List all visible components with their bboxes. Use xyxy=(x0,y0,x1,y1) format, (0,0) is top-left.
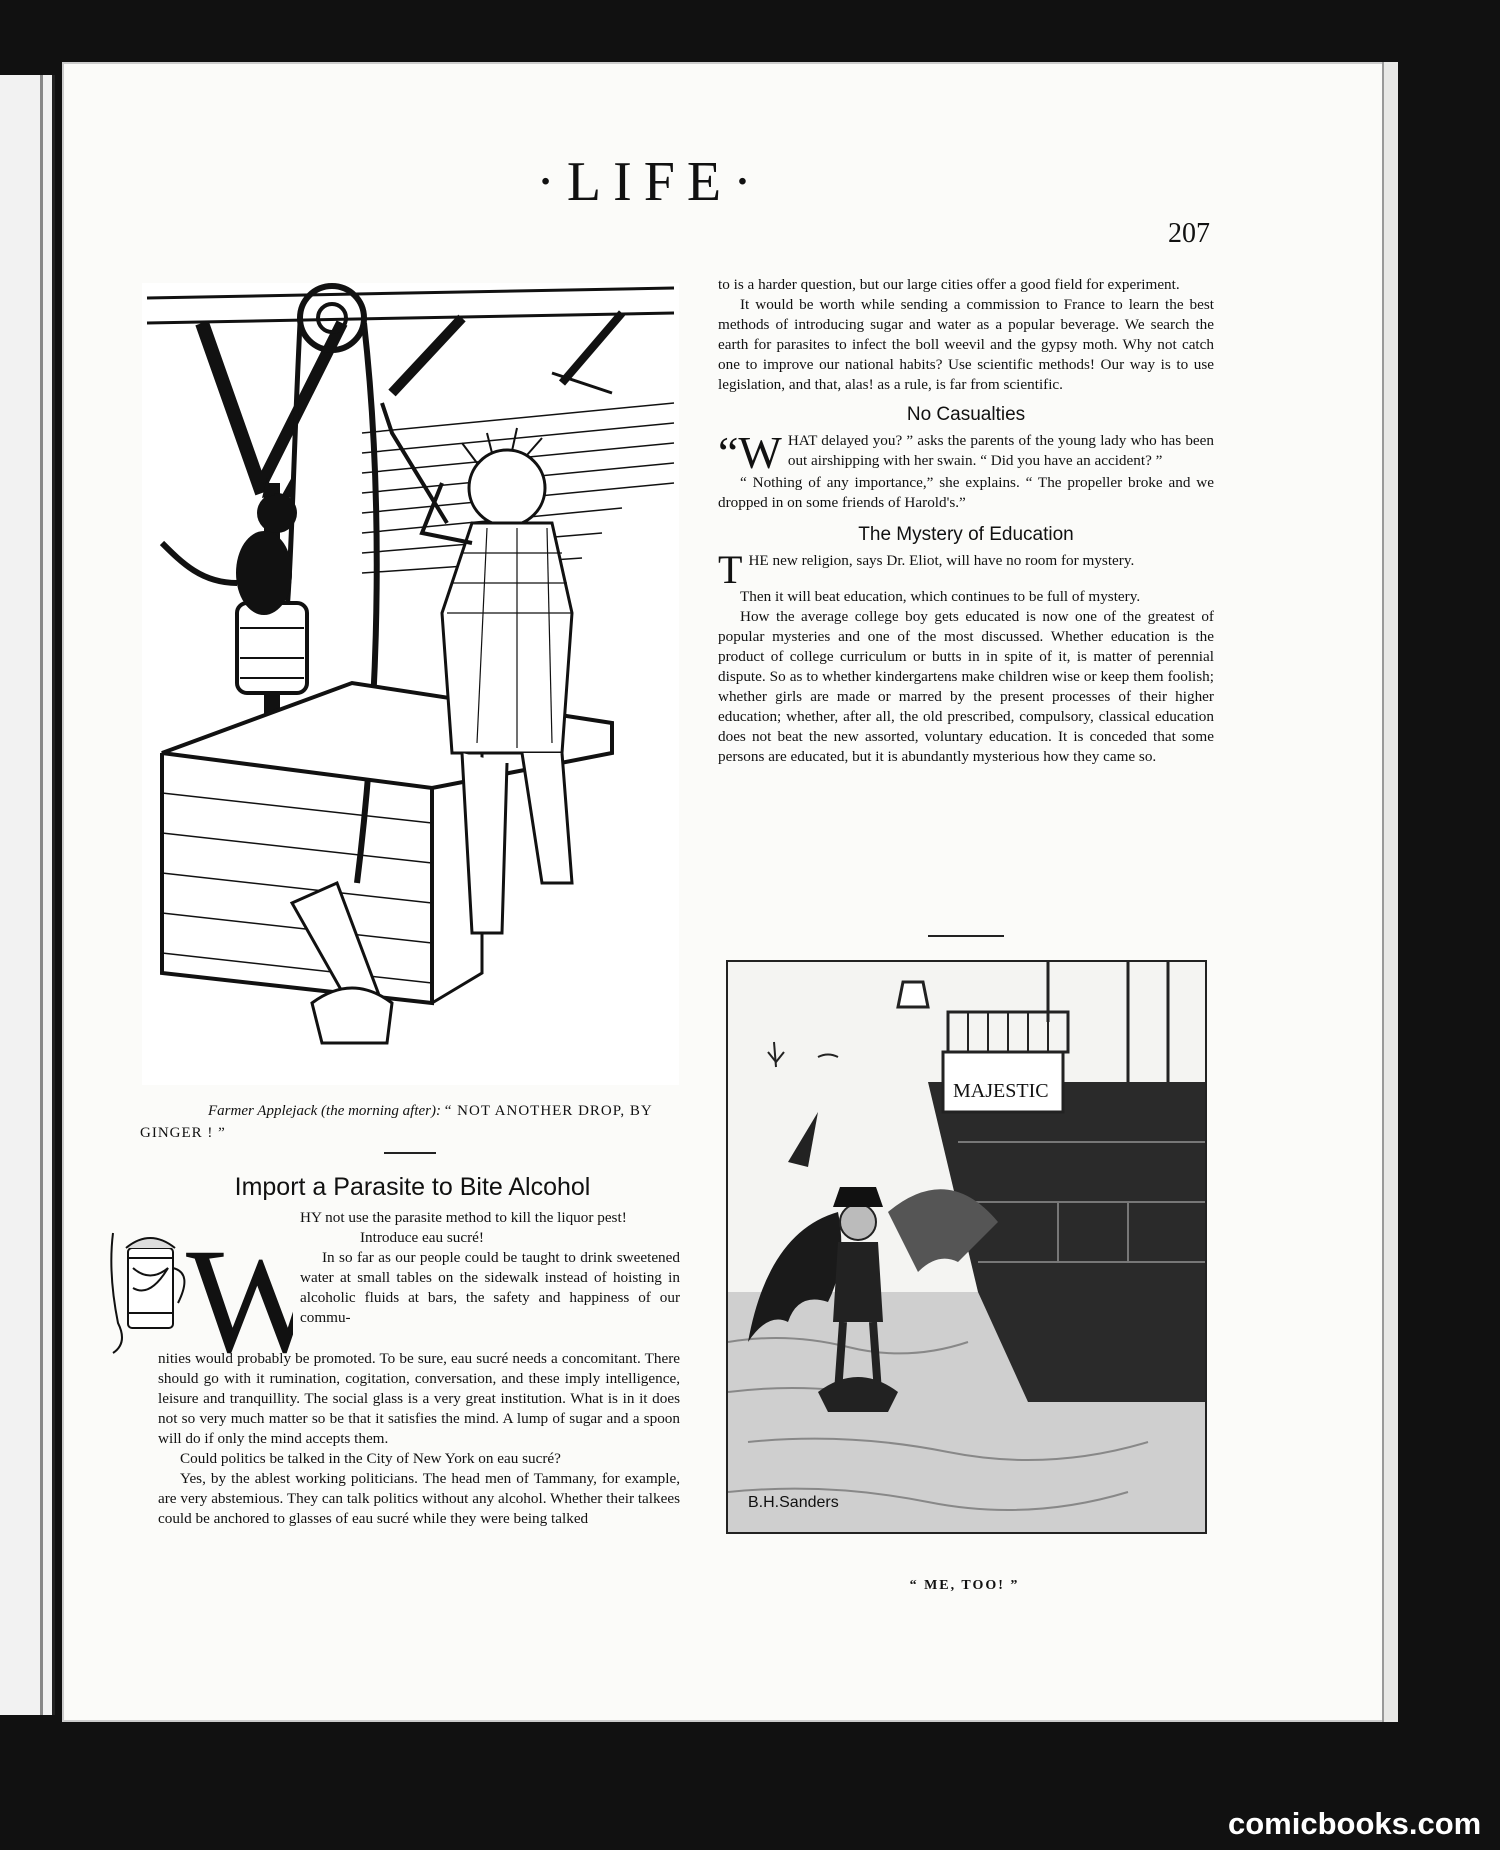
casualties-dropcap: “W xyxy=(718,427,782,478)
body-paragraph-1: nities would probably be promoted. To be sure, eau sucré needs a concomitant. There should go with it rumination, cogitation, conversation, and these imply intelligence, leisure and tranquillity. The social glass is a very great institution. What is in it does not so very much matter so be that it satisfies the mind. A lump of sugar and a spoon will do if only the mind accepts them. xyxy=(158,1350,680,1447)
import-article-title: Import a Parasite to Bite Alcohol xyxy=(234,1173,591,1201)
caption-quote: “ NOT ANOTHER DROP, BY GINGER ! ” xyxy=(140,1103,653,1141)
casualties-paragraph-1: HAT delayed you? ” asks the parents of the young lady who has been out airshipping with her swain. “ Did you have an accident? ” xyxy=(787,432,1214,469)
watermark-text: comicbooks.com xyxy=(1228,1806,1482,1841)
masthead-title: ·LIFE· xyxy=(536,151,764,213)
artist-signature: B.H.Sanders xyxy=(748,1494,839,1511)
education-paragraph-2: Then it will beat education, which continues to be full of mystery. xyxy=(740,588,1141,605)
ornamental-dropcap xyxy=(108,1213,293,1363)
continued-paragraph-1: to is a harder question, but our large cities offer a good field for experiment. xyxy=(718,276,1180,293)
farmer-caption xyxy=(140,1100,680,1144)
lead-paragraph-3: In so far as our people could be taught to drink sweetened water at small tables on the sidewalk instead of hoisting in alcoholic fluids at bars, the safety and happiness of our commu- xyxy=(300,1249,680,1326)
page-number: 207 xyxy=(1168,218,1210,249)
import-article-body xyxy=(158,1349,680,1529)
section-divider xyxy=(384,1152,436,1154)
continued-paragraph-2: It would be worth while sending a commission to France to learn the best methods of introducing sugar and water as a popular beverage. We search the earth for parasites to infect the boll weevil and the gypsy moth. Why not catch one to improve our national habits? Use scientific methods! Our way is to use legislation, and that, alas! as a rule, is far from scientific. xyxy=(718,296,1214,393)
right-column xyxy=(718,275,1214,767)
education-paragraph-1: HE new religion, says Dr. Eliot, will have no room for mystery. xyxy=(748,552,1135,569)
ship-drawing xyxy=(728,962,1205,1532)
education-paragraph-3: How the average college boy gets educated is now one of the greatest of popular mysteries and one of the most discussed. Whether education is the product of college curriculum or butts in in spite of it, is matter of perennial dispute. So as to whether kindergartens make children wise or keep them foolish; whether girls are made or marred by the present processes of their higher education; whether, after all, the old prescribed, compulsory, classical education does not beat the new assorted, voluntary education. It is conceded that some persons are educated, but it is abundantly mysterious how they came so. xyxy=(718,608,1214,765)
farmer-well-illustration xyxy=(142,283,679,1085)
lead-paragraph-2: Introduce eau sucré! xyxy=(360,1229,484,1246)
ship-illustration xyxy=(726,960,1207,1534)
caption-speaker: Farmer Applejack (the morning after): xyxy=(208,1103,442,1119)
body-paragraph-3: Yes, by the ablest working politicians. The head men of Tammany, for example, are very abstemious. They can talk politics without any alcohol. Whether their talkees could be anchored to glasses of eau sucré while they were being talked xyxy=(158,1470,680,1527)
previous-page-edge xyxy=(0,75,55,1715)
body-paragraph-2: Could politics be talked in the City of New York on eau sucré? xyxy=(180,1450,561,1467)
education-dropcap: T xyxy=(718,547,743,592)
casualties-paragraph-2: “ Nothing of any importance,” she explains. “ The propeller broke and we dropped in on some friends of Harold's.” xyxy=(718,474,1214,511)
ship-caption: “ ME, TOO! ” xyxy=(909,1578,1020,1593)
farmer-well-drawing xyxy=(142,283,679,1085)
education-title: The Mystery of Education xyxy=(858,524,1074,545)
lead-paragraph-1: HY not use the parasite method to kill the liquor pest! xyxy=(300,1209,627,1226)
beer-stein-dropcap-icon xyxy=(108,1213,293,1363)
ship-name-text: MAJESTIC xyxy=(953,1080,1049,1102)
import-article-lead xyxy=(300,1208,680,1328)
section-divider-right xyxy=(928,935,1004,937)
svg-text:W: W xyxy=(186,1218,293,1363)
casualties-title: No Casualties xyxy=(906,404,1026,425)
